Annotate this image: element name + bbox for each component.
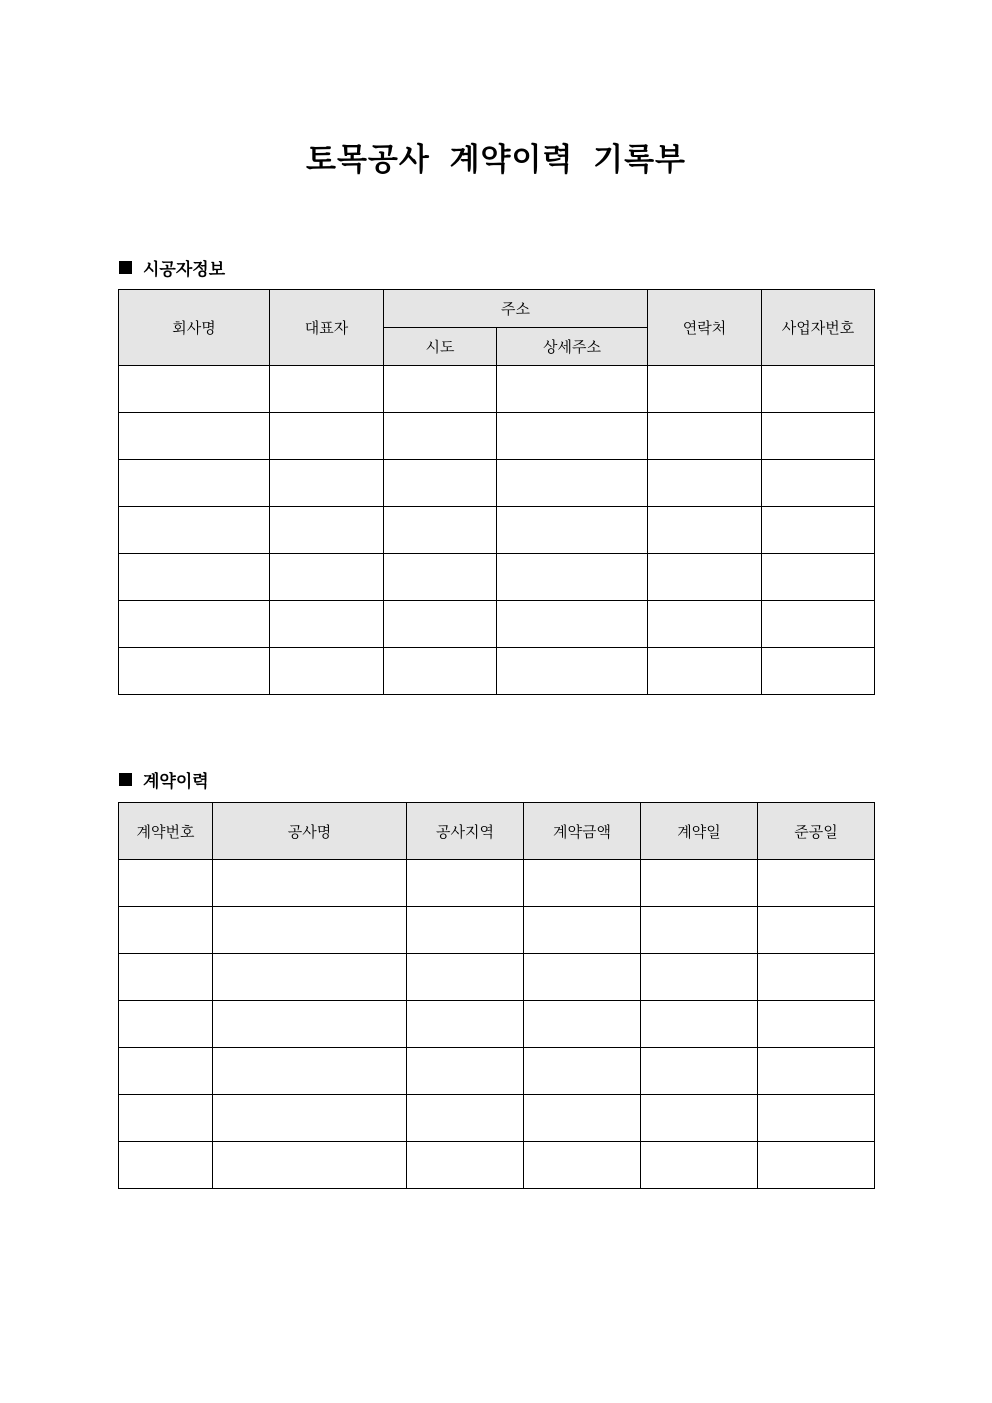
cell-contact[interactable] xyxy=(648,366,762,413)
cell-contract-number[interactable] xyxy=(119,1095,213,1142)
cell-representative[interactable] xyxy=(270,601,384,648)
cell-address-city[interactable] xyxy=(384,648,497,695)
contractor-section-heading xyxy=(119,255,225,280)
cell-contract-number[interactable] xyxy=(119,1001,213,1048)
cell-contract-date[interactable] xyxy=(641,1048,758,1095)
header-address: 주소 xyxy=(384,290,648,328)
cell-contact[interactable] xyxy=(648,601,762,648)
header-contact: 연락처 xyxy=(648,290,762,366)
cell-completion-date[interactable] xyxy=(758,1095,875,1142)
cell-contract-number[interactable] xyxy=(119,907,213,954)
cell-contract-date[interactable] xyxy=(641,907,758,954)
contract-section-label: 계약이력 xyxy=(143,772,209,792)
square-bullet-icon xyxy=(119,773,132,786)
cell-address-city[interactable] xyxy=(384,413,497,460)
cell-company-name[interactable] xyxy=(119,601,270,648)
cell-address-city[interactable] xyxy=(384,507,497,554)
table-row xyxy=(119,366,875,413)
header-contract-amount: 계약금액 xyxy=(524,803,641,860)
cell-contract-date[interactable] xyxy=(641,954,758,1001)
cell-representative[interactable] xyxy=(270,507,384,554)
cell-company-name[interactable] xyxy=(119,413,270,460)
header-representative: 대표자 xyxy=(270,290,384,366)
cell-contact[interactable] xyxy=(648,413,762,460)
cell-project-region[interactable] xyxy=(407,1001,524,1048)
cell-contract-amount[interactable] xyxy=(524,907,641,954)
table-row xyxy=(119,907,875,954)
cell-completion-date[interactable] xyxy=(758,1001,875,1048)
cell-completion-date[interactable] xyxy=(758,1048,875,1095)
cell-completion-date[interactable] xyxy=(758,907,875,954)
cell-representative[interactable] xyxy=(270,554,384,601)
cell-project-name[interactable] xyxy=(213,907,407,954)
cell-address-detail[interactable] xyxy=(497,413,648,460)
table-row xyxy=(119,507,875,554)
cell-project-region[interactable] xyxy=(407,1095,524,1142)
header-project-region: 공사지역 xyxy=(407,803,524,860)
cell-project-name[interactable] xyxy=(213,1001,407,1048)
cell-address-city[interactable] xyxy=(384,460,497,507)
table-row xyxy=(119,1095,875,1142)
table-row xyxy=(119,1001,875,1048)
cell-contract-number[interactable] xyxy=(119,1048,213,1095)
header-contract-number: 계약번호 xyxy=(119,803,213,860)
cell-contact[interactable] xyxy=(648,648,762,695)
cell-contract-date[interactable] xyxy=(641,1142,758,1189)
cell-address-detail[interactable] xyxy=(497,460,648,507)
table-row xyxy=(119,1142,875,1189)
cell-address-city[interactable] xyxy=(384,554,497,601)
cell-address-detail[interactable] xyxy=(497,554,648,601)
cell-company-name[interactable] xyxy=(119,366,270,413)
cell-completion-date[interactable] xyxy=(758,1142,875,1189)
cell-project-name[interactable] xyxy=(213,1095,407,1142)
cell-company-name[interactable] xyxy=(119,507,270,554)
cell-business-number[interactable] xyxy=(762,648,875,695)
cell-address-detail[interactable] xyxy=(497,507,648,554)
cell-contract-date[interactable] xyxy=(641,1095,758,1142)
cell-address-city[interactable] xyxy=(384,601,497,648)
table-row xyxy=(119,954,875,1001)
cell-business-number[interactable] xyxy=(762,601,875,648)
table-row xyxy=(119,1048,875,1095)
table-row xyxy=(119,413,875,460)
cell-business-number[interactable] xyxy=(762,507,875,554)
header-completion-date: 준공일 xyxy=(758,803,875,860)
cell-representative[interactable] xyxy=(270,366,384,413)
cell-representative[interactable] xyxy=(270,413,384,460)
header-address-city: 시도 xyxy=(384,328,497,366)
contractor-section-label: 시공자정보 xyxy=(143,260,226,280)
cell-project-region[interactable] xyxy=(407,907,524,954)
cell-contract-date[interactable] xyxy=(641,860,758,907)
cell-contract-amount[interactable] xyxy=(524,1142,641,1189)
cell-project-region[interactable] xyxy=(407,860,524,907)
cell-contract-number[interactable] xyxy=(119,954,213,1001)
cell-contact[interactable] xyxy=(648,554,762,601)
square-bullet-icon xyxy=(119,261,132,274)
cell-contract-date[interactable] xyxy=(641,1001,758,1048)
cell-contract-amount[interactable] xyxy=(524,954,641,1001)
cell-company-name[interactable] xyxy=(119,554,270,601)
cell-contract-number[interactable] xyxy=(119,860,213,907)
cell-business-number[interactable] xyxy=(762,460,875,507)
cell-contact[interactable] xyxy=(648,507,762,554)
cell-representative[interactable] xyxy=(270,648,384,695)
header-company-name: 회사명 xyxy=(119,290,270,366)
cell-project-region[interactable] xyxy=(407,954,524,1001)
cell-project-region[interactable] xyxy=(407,1048,524,1095)
cell-address-detail[interactable] xyxy=(497,601,648,648)
cell-contract-amount[interactable] xyxy=(524,1048,641,1095)
contract-section-heading xyxy=(119,767,209,792)
cell-contract-number[interactable] xyxy=(119,1142,213,1189)
cell-company-name[interactable] xyxy=(119,460,270,507)
contract-history-table xyxy=(118,802,875,1189)
header-project-name: 공사명 xyxy=(213,803,407,860)
document-title: 토목공사 계약이력 기록부 xyxy=(306,142,686,178)
cell-contact[interactable] xyxy=(648,460,762,507)
table-row xyxy=(119,554,875,601)
cell-contract-amount[interactable] xyxy=(524,860,641,907)
cell-completion-date[interactable] xyxy=(758,860,875,907)
contractor-info-table xyxy=(118,289,875,695)
cell-business-number[interactable] xyxy=(762,413,875,460)
cell-project-region[interactable] xyxy=(407,1142,524,1189)
cell-business-number[interactable] xyxy=(762,366,875,413)
cell-project-name[interactable] xyxy=(213,1142,407,1189)
cell-business-number[interactable] xyxy=(762,554,875,601)
header-business-number: 사업자번호 xyxy=(762,290,875,366)
cell-company-name[interactable] xyxy=(119,648,270,695)
cell-project-name[interactable] xyxy=(213,1048,407,1095)
cell-completion-date[interactable] xyxy=(758,954,875,1001)
cell-contract-amount[interactable] xyxy=(524,1095,641,1142)
cell-project-name[interactable] xyxy=(213,860,407,907)
table-row xyxy=(119,860,875,907)
cell-representative[interactable] xyxy=(270,460,384,507)
cell-address-city[interactable] xyxy=(384,366,497,413)
table-row xyxy=(119,648,875,695)
table-row xyxy=(119,460,875,507)
header-address-detail: 상세주소 xyxy=(497,328,648,366)
cell-address-detail[interactable] xyxy=(497,366,648,413)
header-contract-date: 계약일 xyxy=(641,803,758,860)
cell-project-name[interactable] xyxy=(213,954,407,1001)
table-row xyxy=(119,601,875,648)
cell-address-detail[interactable] xyxy=(497,648,648,695)
cell-contract-amount[interactable] xyxy=(524,1001,641,1048)
